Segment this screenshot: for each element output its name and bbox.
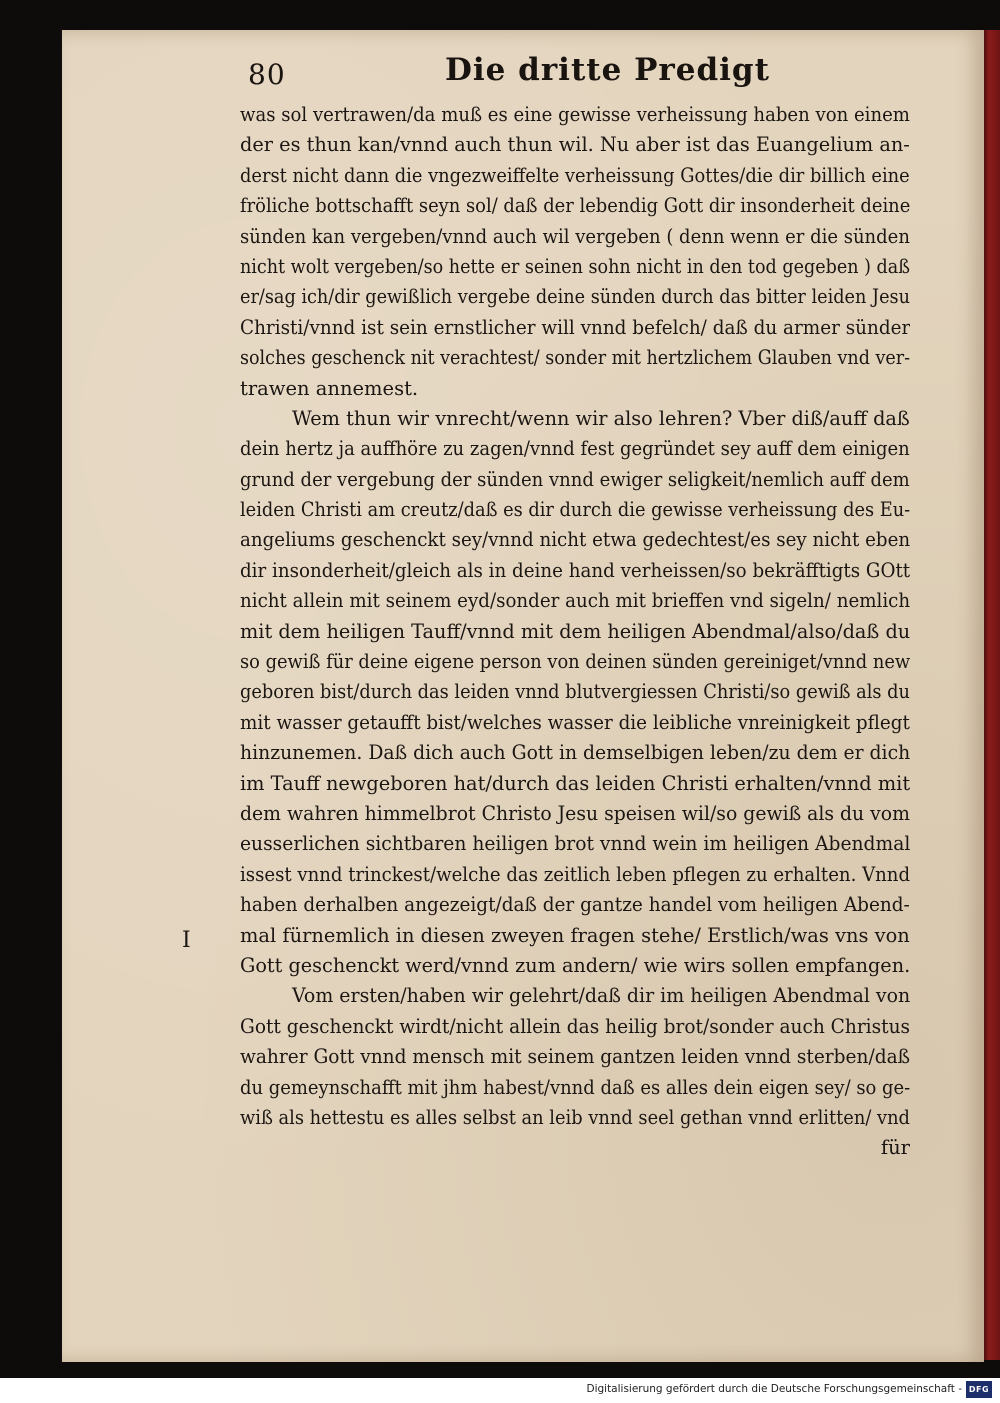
- text-line: mit dem heiligen Tauff/vnnd mit dem heiligen Abendmal/also/daß du: [240, 619, 910, 643]
- text-line: Gott geschenckt werd/vnnd zum andern/ wie wirs sollen empfangen.: [240, 953, 910, 977]
- text-line: grund der vergebung der sünden vnnd ewiger seligkeit/nemlich auff dem: [240, 467, 910, 491]
- marginal-note: I: [182, 928, 191, 953]
- text-line: Wem thun wir vnrecht/wenn wir also lehren? Vber diß/auff daß: [292, 406, 910, 430]
- text-line: leiden Christi am creutz/daß es dir durch die gewisse verheissung des Eu-: [240, 498, 910, 522]
- text-line: nicht wolt vergeben/so hette er seinen sohn nicht in den tod gegeben ) daß: [240, 254, 910, 278]
- footer-credit: Digitalisierung gefördert durch die Deutsche Forschungsgemeinschaft -: [586, 1383, 962, 1395]
- text-line: issest vnnd trinckest/welche das zeitlich leben pflegen zu erhalten. Vnnd: [240, 862, 910, 886]
- text-line: sünden kan vergeben/vnnd auch wil vergeben ( denn wenn er die sünden: [240, 224, 910, 248]
- text-line: er/sag ich/dir gewißlich vergebe deine sünden durch das bitter leiden Jesu: [240, 285, 910, 309]
- text-line: du gemeynschafft mit jhm habest/vnnd daß es alles dein eigen sey/ so ge-: [240, 1075, 910, 1099]
- text-line: dem wahren himmelbrot Christo Jesu speisen wil/so gewiß als du vom: [240, 801, 910, 825]
- text-line: wahrer Gott vnnd mensch mit seinem gantzen leiden vnnd sterben/daß: [240, 1045, 910, 1069]
- text-line: fröliche bottschafft seyn sol/ daß der lebendig Gott dir insonderheit deine: [240, 194, 910, 218]
- text-line: solches geschenck nit verachtest/ sonder mit hertzlichem Glauben vnd ver-: [240, 346, 910, 370]
- catchword: für: [880, 1136, 910, 1160]
- text-line: geboren bist/durch das leiden vnnd blutvergiessen Christi/so gewiß als du: [240, 680, 910, 704]
- page-number: 80: [248, 58, 286, 91]
- text-line: wiß als hettestu es alles selbst an leib vnnd seel gethan vnnd erlitten/ vnd: [240, 1105, 910, 1129]
- text-line: mal fürnemlich in diesen zweyen fragen stehe/ Erstlich/was vns von: [240, 923, 910, 947]
- body-text: [240, 100, 910, 1164]
- text-line: eusserlichen sichtbaren heiligen brot vnnd wein im heiligen Abendmal: [240, 832, 910, 856]
- text-line: der es thun kan/vnnd auch thun wil. Nu aber ist das Euangelium an-: [240, 133, 910, 157]
- text-line: so gewiß für deine eigene person von deinen sünden gereiniget/vnnd new: [240, 650, 910, 674]
- text-line: nicht allein mit seinem eyd/sonder auch mit brieffen vnd sigeln/ nemlich: [240, 589, 910, 613]
- text-line: haben derhalben angezeigt/daß der gantze handel vom heiligen Abend-: [240, 893, 910, 917]
- footer-bar: [0, 1378, 1000, 1403]
- text-line: trawen annemest.: [240, 376, 419, 400]
- text-line: im Tauff newgeboren hat/durch das leiden Christi erhalten/vnnd mit: [240, 771, 910, 795]
- text-line: dir insonderheit/gleich als in deine hand verheissen/so bekräfftigts GOtt: [240, 558, 910, 582]
- book-edge: [982, 30, 1000, 1360]
- text-line: angeliums geschenckt sey/vnnd nicht etwa gedechtest/es sey nicht eben: [240, 528, 910, 552]
- text-line: Vom ersten/haben wir gelehrt/daß dir im heiligen Abendmal von: [292, 984, 910, 1008]
- text-line: mit wasser getaufft bist/welches wasser die leibliche vnreinigkeit pflegt: [240, 710, 910, 734]
- text-line: Christi/vnnd ist sein ernstlicher will vnnd befelch/ daß du armer sünder: [240, 315, 910, 339]
- text-line: dein hertz ja auffhöre zu zagen/vnnd fest gegründet sey auff dem einigen: [240, 437, 910, 461]
- running-head: Die dritte Predigt: [445, 52, 770, 88]
- dfg-logo-icon: DFG: [966, 1381, 992, 1398]
- text-line: hinzunemen. Daß dich auch Gott in demselbigen leben/zu dem er dich: [240, 741, 910, 765]
- text-line: derst nicht dann die vngezweiffelte verheissung Gottes/die dir billich eine: [240, 163, 910, 187]
- text-line: Gott geschenckt wirdt/nicht allein das heilig brot/sonder auch Christus: [240, 1014, 910, 1038]
- text-line: was sol vertrawen/da muß es eine gewisse verheissung haben von einem: [240, 103, 910, 126]
